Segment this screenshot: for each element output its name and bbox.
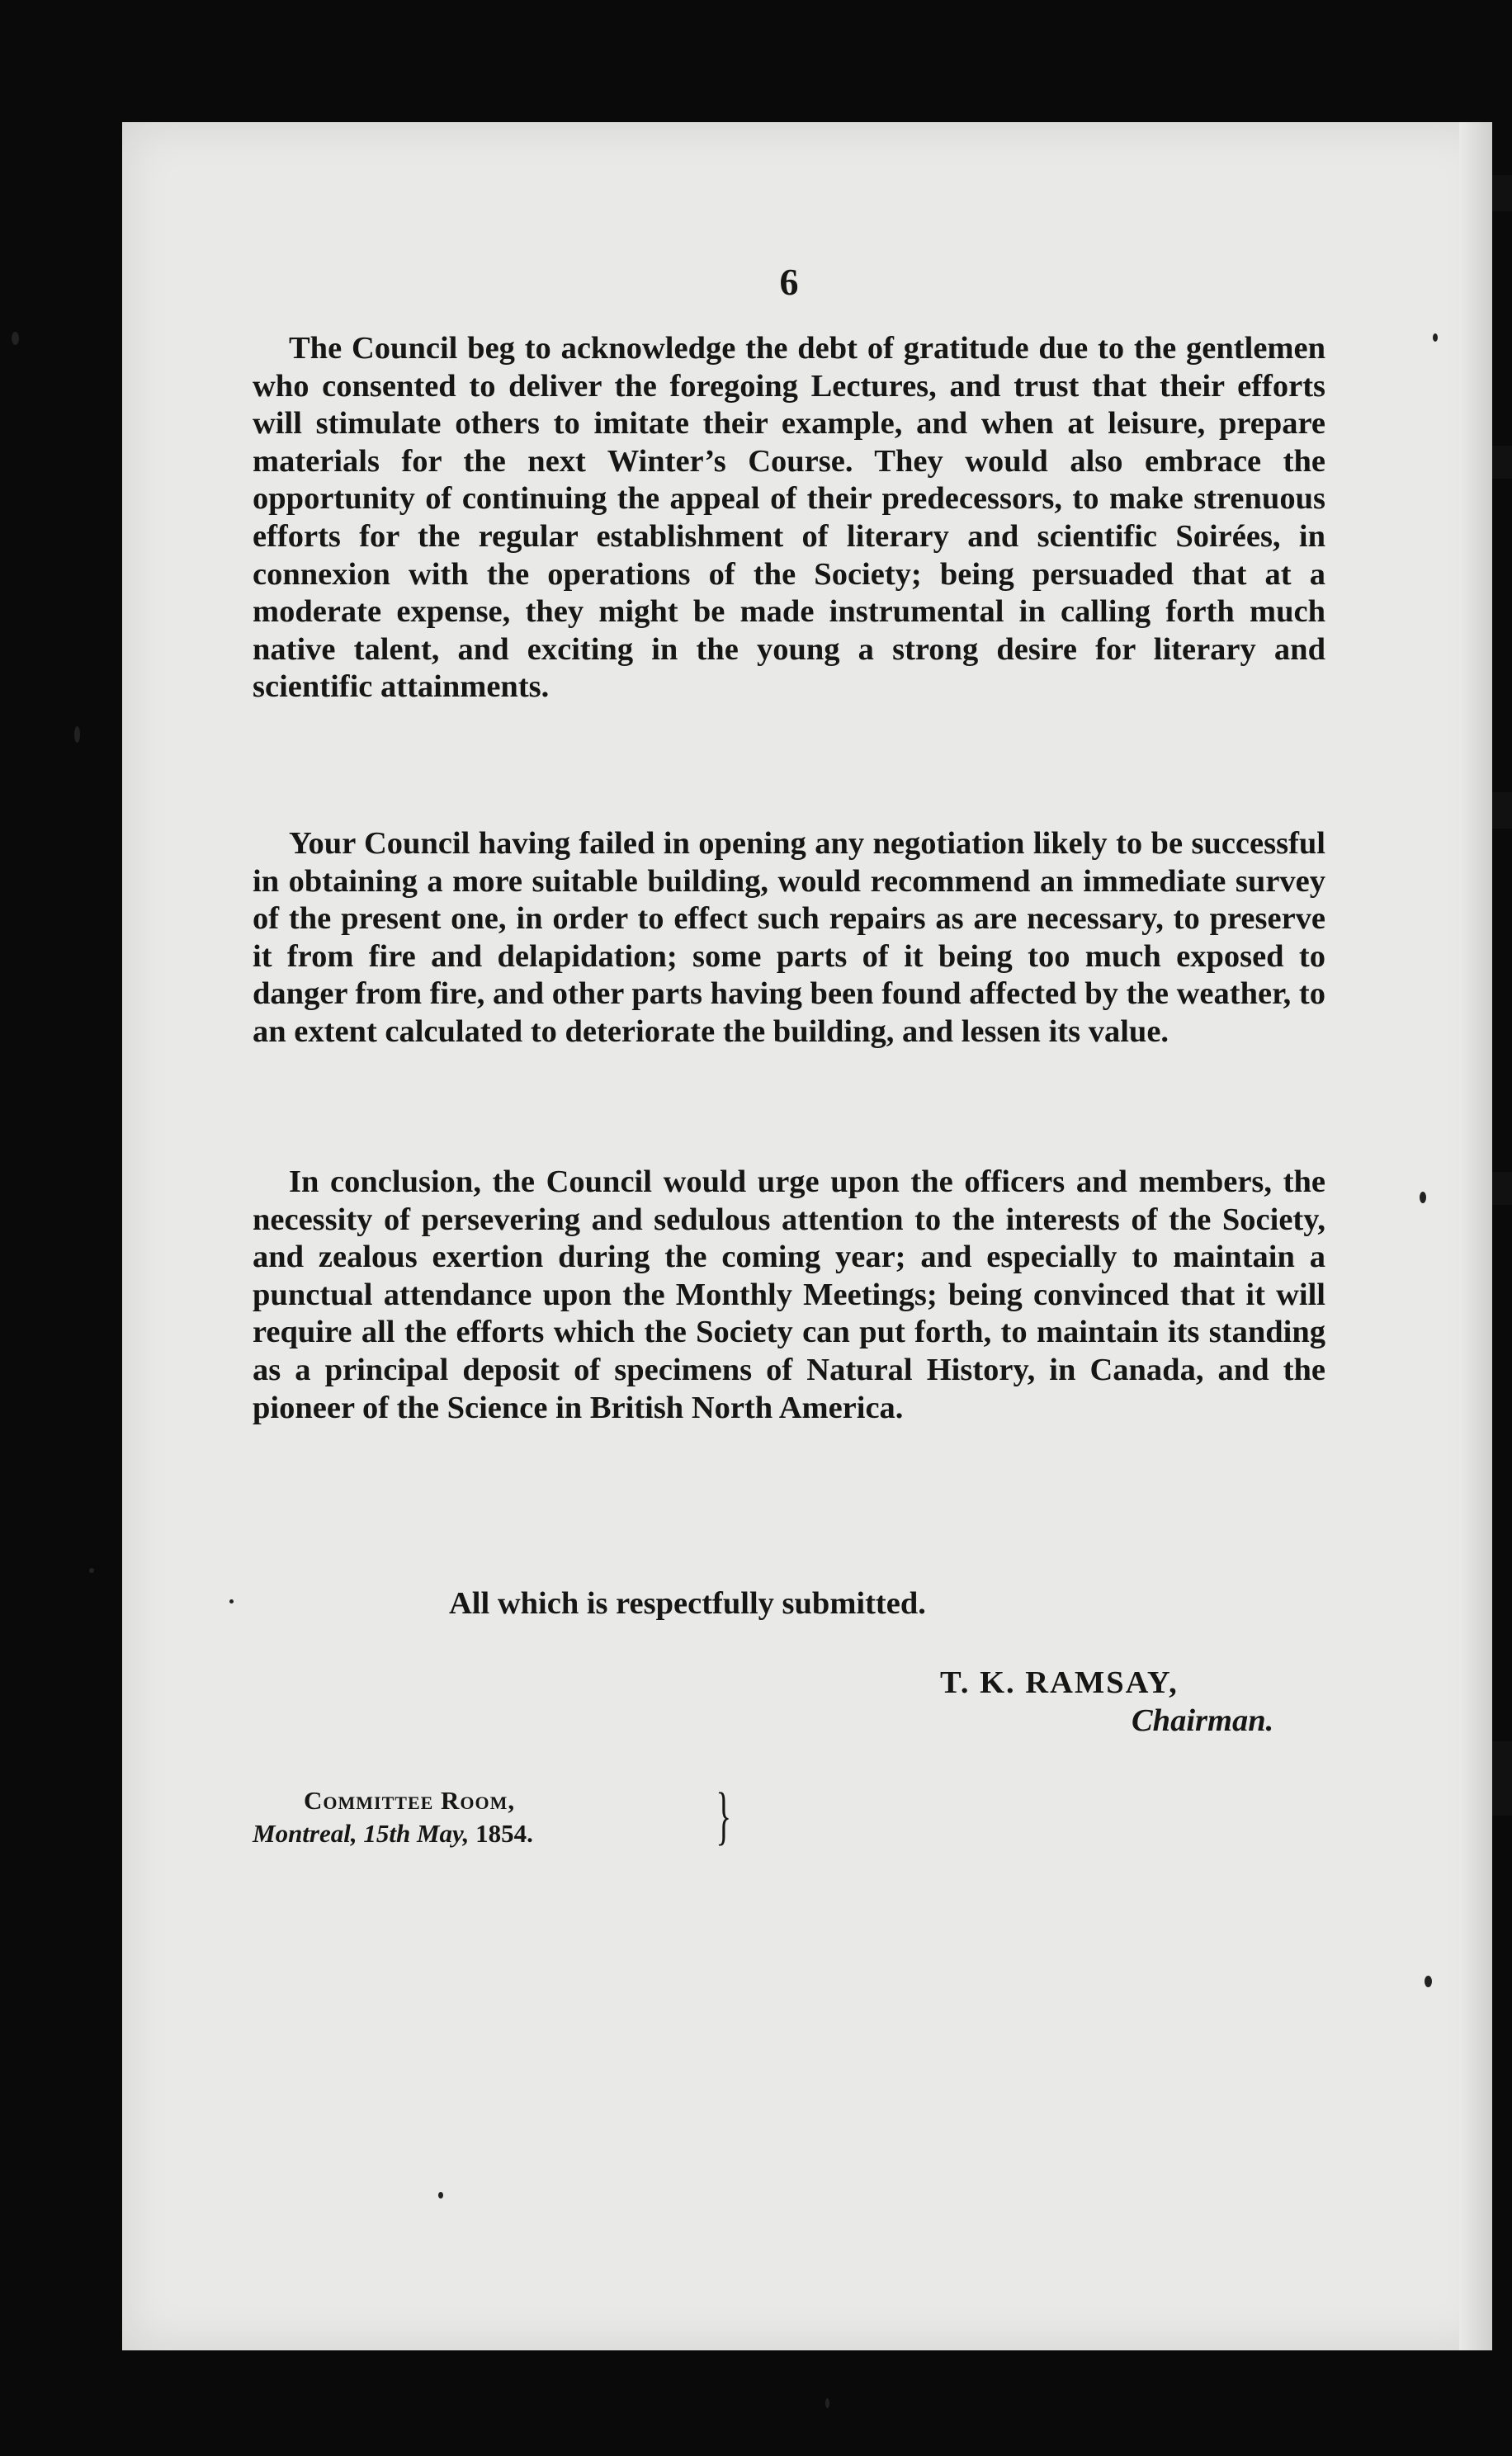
date-year: 1854. [475,1819,533,1848]
brace-mark: } [716,1779,732,1851]
closing-line: All which is respectfully submitted. [449,1586,926,1621]
scan-speck [1425,1976,1432,1987]
scan-speck [438,2192,443,2199]
scan-speck [1433,333,1438,342]
scan-speck [89,1568,94,1573]
page-edge-shadow [1459,122,1492,2350]
scan-speck [12,332,19,345]
document-page [122,122,1492,2350]
scan-speck [74,726,80,743]
place-line: Committee Room, [304,1786,516,1815]
scan-speck [229,1599,234,1603]
signer-name: T. K. RAMSAY, [940,1665,1179,1700]
date-day: 15th May, [363,1819,470,1848]
paragraph-gratitude: The Council beg to acknowledge the debt of gratitude due to the gentlemen who consented to deliver the foregoing Lectures, and trust that their efforts will stimulate others to imitate their example, and when at leisure, prepare materials for the next Winter’s Course. They would also embrace the opportunity of continuing the appeal of their predecessors, to make strenuous efforts for the regular establishment of literary and scientific Soirées, in connexion with the operations of the Society; being persuaded that at a moderate expense, they might be made instrumental in calling forth much native talent, and exciting in the young a strong desire for literary and scientific attainments. [253,331,1325,705]
signer-title: Chairman. [1132,1703,1274,1738]
date-line [253,1817,533,1850]
scan-speck [1420,1192,1426,1203]
paragraph-conclusion: In conclusion, the Council would urge upon the officers and members, the necessity of persevering and sedulous attention to the interests of the Society, and zealous exertion during the coming year; and especially to maintain a punctual attendance upon the Monthly Meetings; being convinced that it will require all the efforts which the Society can put forth, to maintain its standing as a principal deposit of specimens of Natural History, in Canada, and the pioneer of the Science in British North America. [253,1164,1325,1425]
scan-speck [825,2398,829,2408]
paragraph-building: Your Council having failed in opening any negotiation likely to be successful in obtaining a more suitable building, would recommend an immediate survey of the present one, in order to effect such repairs as are necessary, to preserve it from fire and delapidation; some parts of it being too much exposed to danger from fire, and other parts having been found affected by the weather, to an extent calculated to deteriorate the building, and lessen its value. [253,826,1325,1049]
date-city: Montreal, [253,1819,357,1848]
page-number: 6 [779,261,799,303]
